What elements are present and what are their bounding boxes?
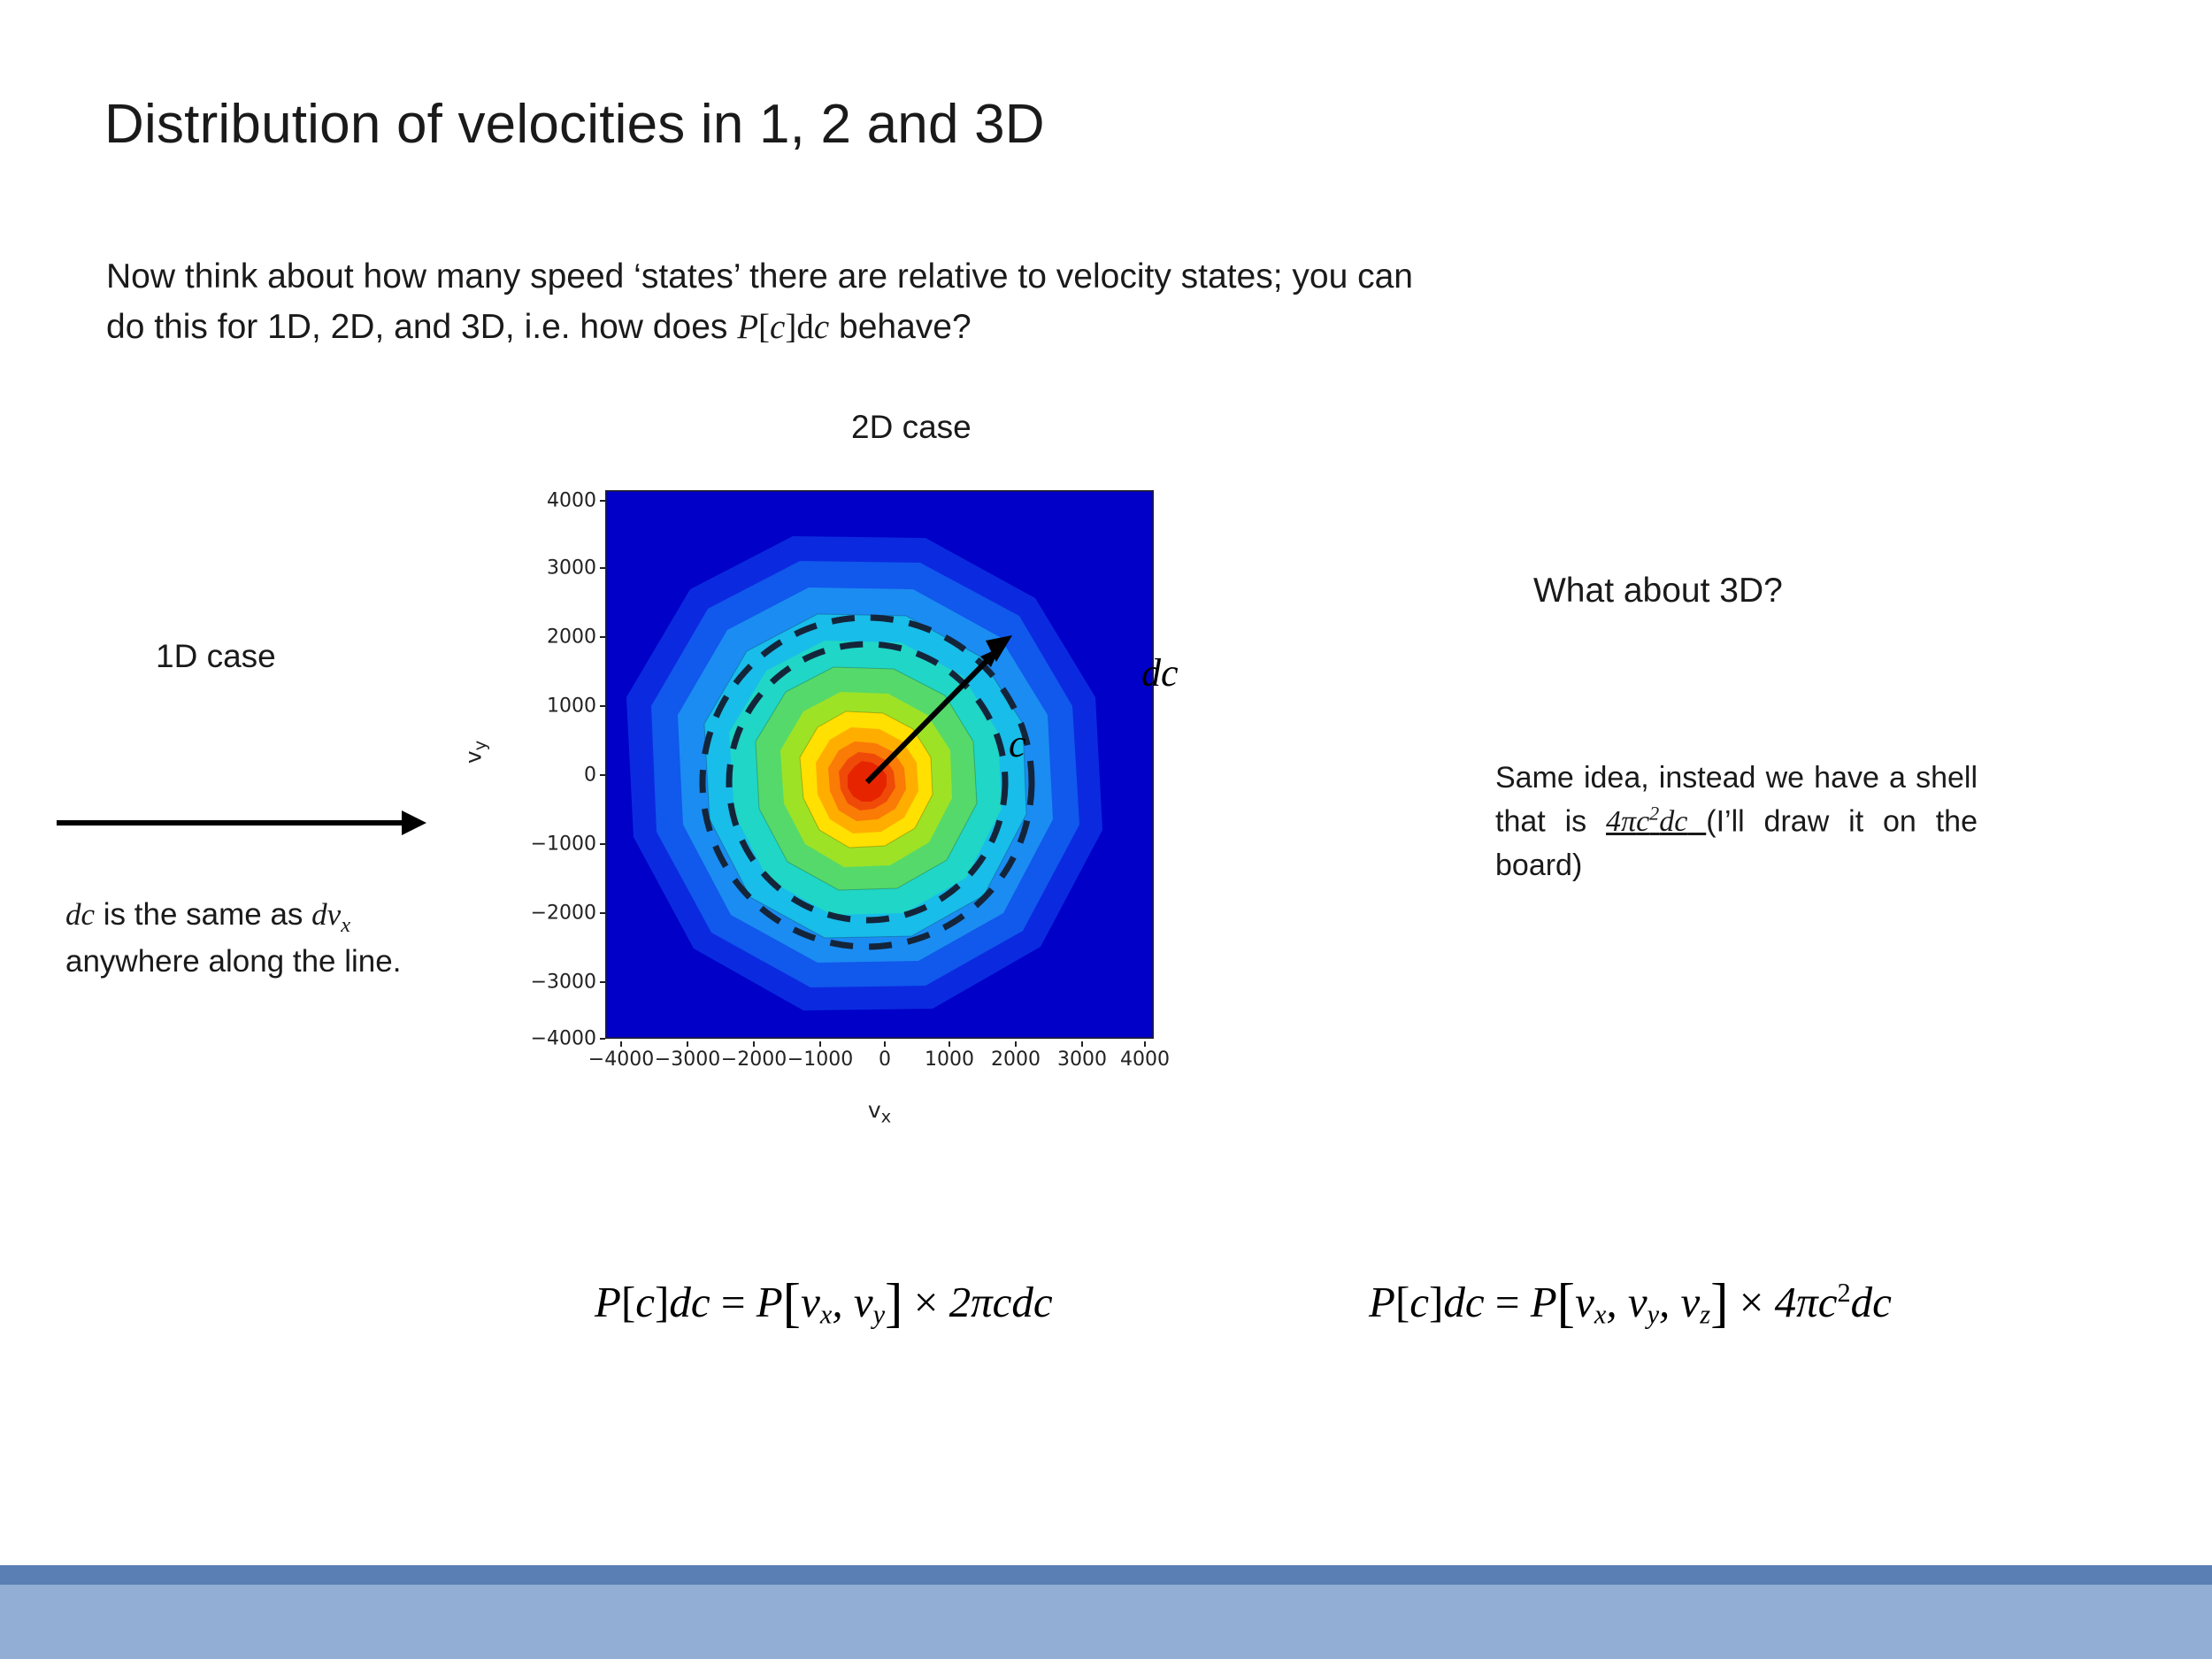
caption-left: [65, 894, 437, 983]
x-tick-m4000: −4000: [588, 1048, 655, 1071]
x-tickmark-m3000: [687, 1041, 688, 1047]
y-tick-3000: 3000: [547, 557, 596, 580]
caption-left-text-1: is the same as: [95, 897, 312, 932]
intro-paragraph: [106, 252, 2097, 352]
x-tickmark-1000: [949, 1041, 950, 1047]
y-tickmark-0: [600, 774, 605, 776]
y-tick-1000: 1000: [547, 695, 596, 718]
x-tick-3000: 3000: [1057, 1048, 1107, 1071]
x-tickmark-2000: [1015, 1041, 1017, 1047]
equation-2d: $P[c]dc = P[v_x$, $v_y] \times 2\pi cdc$: [595, 1273, 1053, 1333]
label-3d-question: What about 3D?: [1533, 572, 1783, 610]
y-tickmark-4000: [600, 500, 605, 502]
x-tickmark-m1000: [819, 1041, 821, 1047]
caption-right-text-2: (I’ll draw it on the board): [1495, 804, 1978, 883]
caption-left-text-2: anywhere along the line.: [65, 943, 402, 979]
x-tick-m1000: −1000: [787, 1048, 854, 1071]
page-title: Distribution of velocities in 1, 2 and 3D: [104, 94, 1045, 155]
x-tick-1000: 1000: [925, 1048, 974, 1071]
x-axis-label: $v_x$: [867, 1097, 892, 1127]
caption-right: [1495, 757, 1978, 887]
y-axis-ticks: [494, 489, 596, 1050]
equation-3d: $P[c]dc = P[v_x$, $v_y$, $v_z] \times 4\pi c^2dc$: [1369, 1273, 1892, 1333]
y-tick-0: 0: [584, 764, 596, 787]
x-tick-4000: 4000: [1120, 1048, 1170, 1071]
y-tickmark-m3000: [600, 981, 605, 983]
y-tickmark-m2000: [600, 912, 605, 914]
x-tick-m3000: −3000: [654, 1048, 721, 1071]
x-tick-2000: 2000: [991, 1048, 1041, 1071]
annotation-c-label: c: [1009, 722, 1026, 765]
contour-plot-svg: [605, 490, 1154, 1039]
x-tickmark-0: [884, 1041, 886, 1047]
label-1d-case: 1D case: [156, 638, 276, 674]
y-axis-label: $v_y$: [460, 740, 490, 764]
x-axis-ticks: [588, 1048, 1170, 1084]
y-tick-4000: 4000: [547, 489, 596, 512]
velocity-distribution-figure: [460, 478, 1336, 1221]
x-tickmark-3000: [1081, 1041, 1083, 1047]
y-tick-2000: 2000: [547, 626, 596, 649]
y-tickmark-2000: [600, 636, 605, 638]
y-tickmark-1000: [600, 705, 605, 707]
annotation-dc-label: dc: [1141, 651, 1179, 695]
intro-math: P[c]dc: [737, 307, 830, 346]
x-tickmark-4000: [1144, 1041, 1146, 1047]
one-d-line-arrow-icon: [55, 805, 426, 841]
y-tickmark-m1000: [600, 843, 605, 845]
label-2d-case: 2D case: [851, 409, 972, 445]
y-tick-m4000: −4000: [530, 1027, 596, 1050]
y-tick-m2000: −2000: [530, 902, 596, 925]
x-tick-0: 0: [879, 1048, 891, 1071]
footer-band-dark: [0, 1565, 2212, 1585]
caption-right-text-1: Same idea, instead we have a shell that is: [1495, 761, 1978, 839]
x-tickmark-m2000: [753, 1041, 755, 1047]
y-tickmark-m4000: [600, 1038, 605, 1040]
x-tickmark-m4000: [620, 1041, 622, 1047]
intro-line-2-post: behave?: [829, 307, 972, 346]
y-tick-m1000: −1000: [530, 833, 596, 856]
intro-line-1: Now think about how many speed ‘states’ there are relative to velocity states; you can: [106, 257, 1413, 296]
contour-plot-area: [605, 490, 1154, 1039]
footer-band-light: [0, 1585, 2212, 1659]
x-tick-m2000: −2000: [720, 1048, 787, 1071]
y-tickmark-3000: [600, 567, 605, 569]
caption-left-math-dc: dc: [65, 897, 96, 932]
y-tick-m3000: −3000: [530, 971, 596, 994]
caption-right-math: $4\pi c^2dc$: [1606, 802, 1688, 839]
caption-left-math-dvx: $dv_x$: [311, 897, 351, 937]
intro-line-2-pre: do this for 1D, 2D, and 3D, i.e. how does: [106, 307, 738, 346]
